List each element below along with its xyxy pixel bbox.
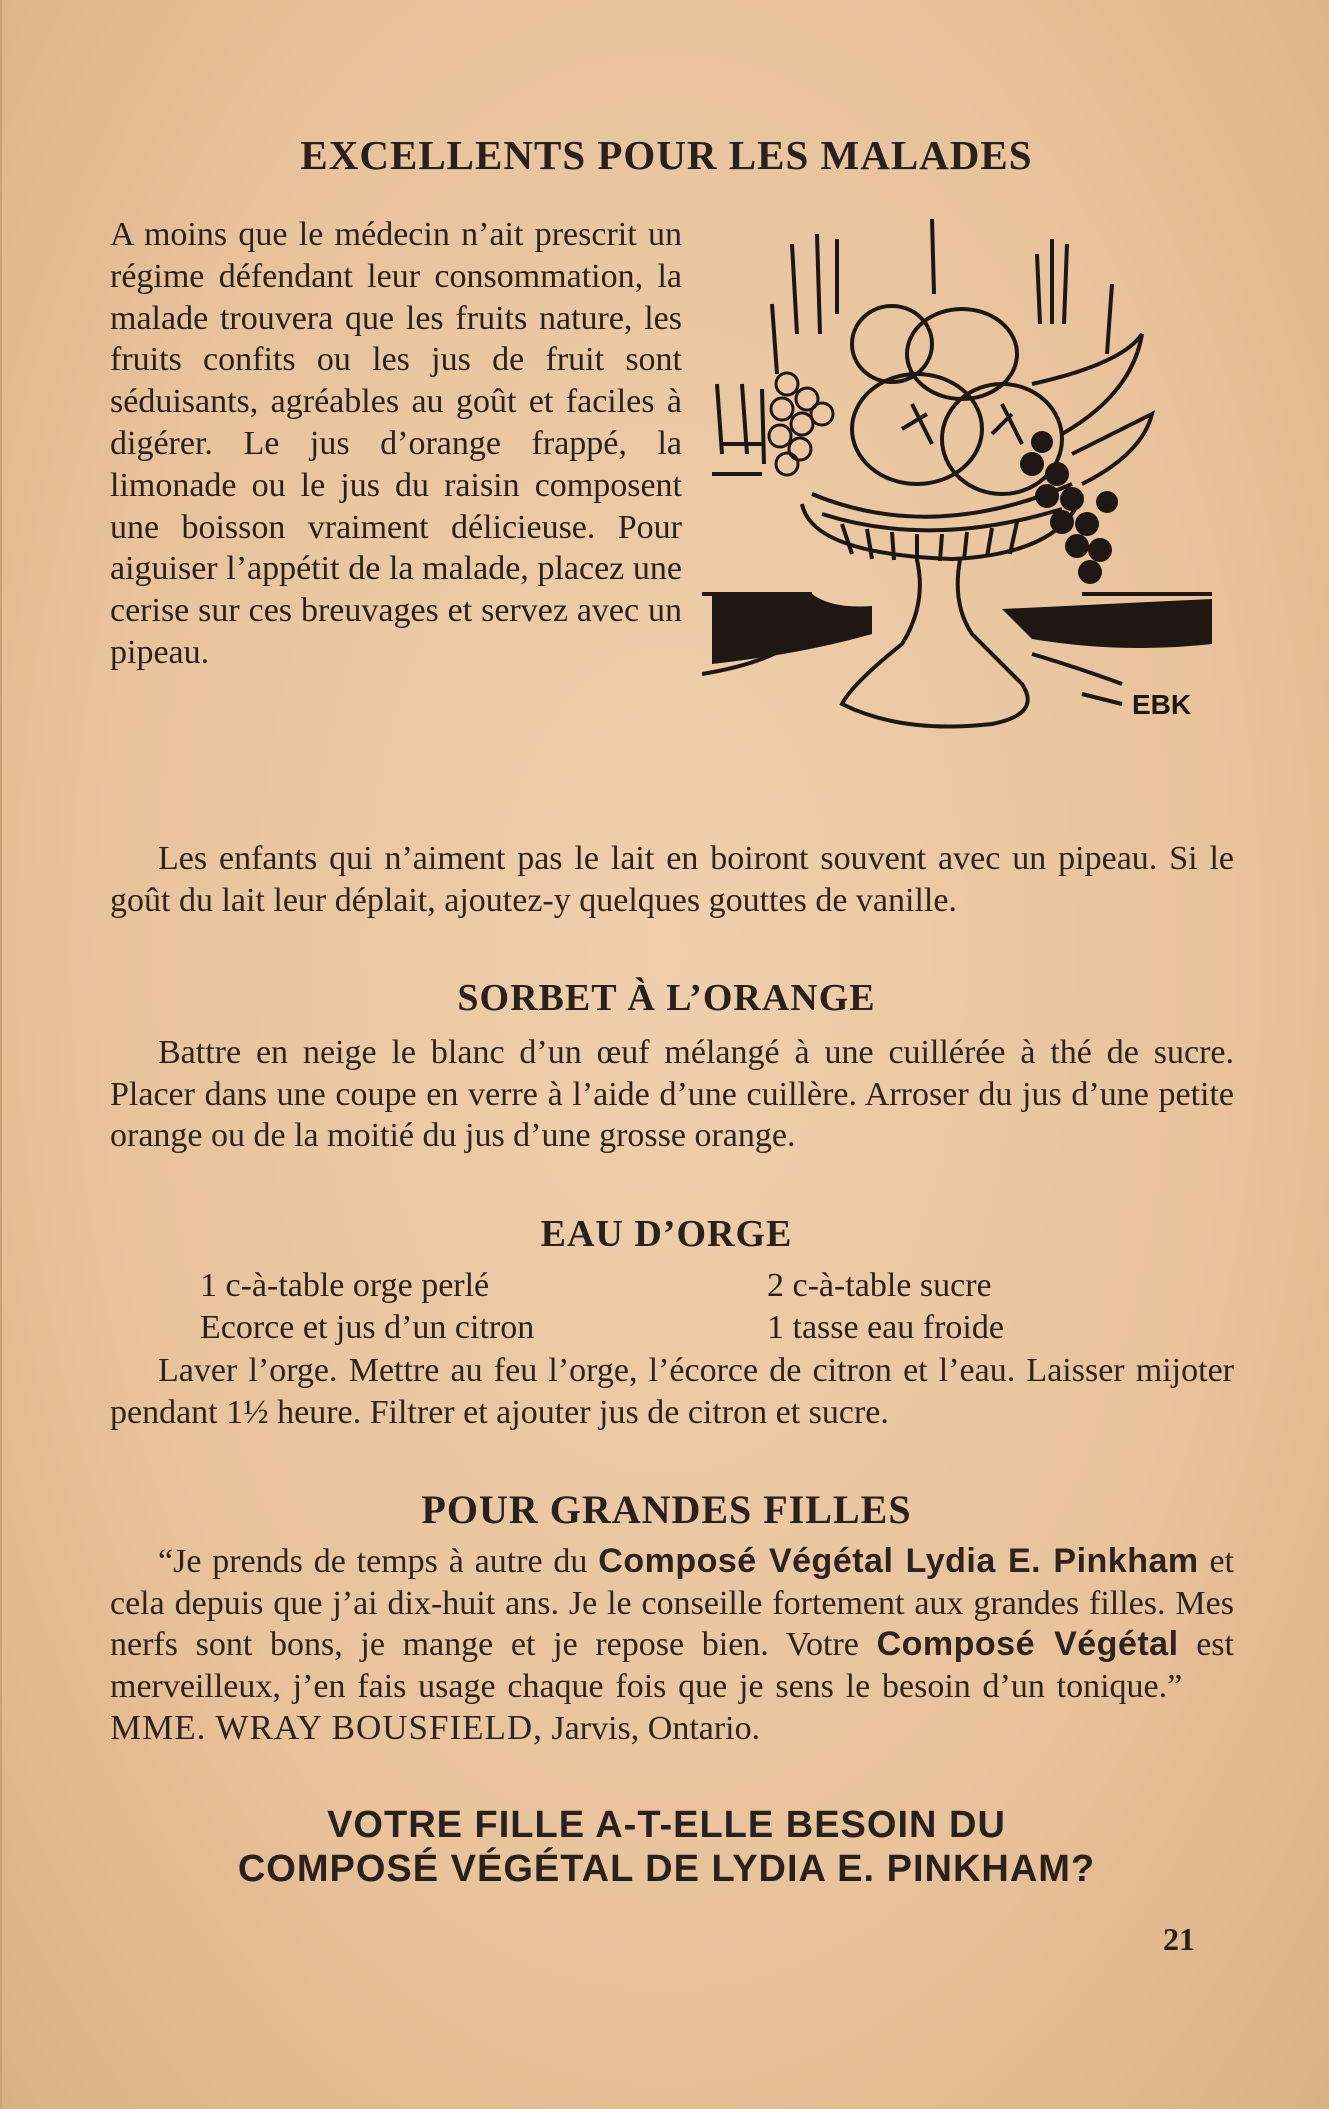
sorbet-text: Battre en neige le blanc d’un œuf mélangé à une cuillérée à thé de sucre. Placer dans une coupe en verre à l’aide d’une cuillère. Arroser du jus d’une petite orange ou de la moitié du jus d’une grosse orange. xyxy=(110,1034,1234,1154)
product-name-1: Composé Végétal Lydia E. Pinkham xyxy=(598,1542,1199,1580)
ingredient-right-2: 1 tasse eau froide xyxy=(767,1309,1004,1346)
closing-line-2: COMPOSÉ VÉGÉTAL DE LYDIA E. PINKHAM? xyxy=(237,1848,1096,1890)
testimonial-text-1: “Je prends de temps à autre du xyxy=(158,1543,599,1580)
sorbet-paragraph xyxy=(110,1032,1234,1157)
fruit-bowl-illustration xyxy=(702,214,1234,747)
heading-excellents: EXCELLENTS POUR LES MALADES xyxy=(300,132,1033,178)
testimonial-author: MME. WRAY BOUSFIELD, xyxy=(110,1708,543,1747)
testimonial-text-3: est merveilleux, j’en fais usage chaque fois que je sens le besoin d’un tonique.” xyxy=(110,1626,1234,1705)
heading-eau-dorge: EAU D’ORGE xyxy=(540,1213,793,1255)
orge-text: Laver l’orge. Mettre au feu l’orge, l’écorce de citron et l’eau. Laisser mijoter pendant 1½ heure. Filtrer et ajouter jus de citron et sucre. xyxy=(110,1352,1234,1431)
illustration-signature: EBK xyxy=(1132,689,1192,720)
children-text: Les enfants qui n’aiment pas le lait en boiront souvent avec un pipeau. Si le goût du lait leur déplait, ajoutez-y quelques gouttes de vanille. xyxy=(110,840,1234,919)
closing-line-1: VOTRE FILLE A-T-ELLE BESOIN DU xyxy=(327,1804,1006,1846)
intro-paragraph xyxy=(110,214,1234,747)
orge-paragraph xyxy=(110,1350,1234,1433)
testimonial-paragraph xyxy=(110,1541,1234,1750)
heading-grandes-filles: POUR GRANDES FILLES xyxy=(421,1487,912,1532)
children-paragraph xyxy=(110,838,1234,921)
ingredient-right-1: 2 c-à-table sucre xyxy=(767,1267,992,1304)
product-name-2: Composé Végétal xyxy=(876,1625,1179,1663)
testimonial-text-2: et cela depuis que j’ai dix-huit ans. Je le conseille fortement aux grandes filles. Mes nerfs sont bons, je mange et je repose bien. Votre xyxy=(110,1543,1234,1663)
ingredient-left-1: 1 c-à-table orge perlé xyxy=(200,1267,490,1304)
intro-text: A moins que le médecin n’ait prescrit un régime défendant leur consommation, la malade trouvera que les fruits nature, les fruits confits ou les jus de fruit sont séduisants, agréables au goût et faciles à digérer. Le jus d’orange frappé, la limonade ou le jus du raisin composent une boisson vraiment délicieuse. Pour aiguiser l’appétit de la malade, placez une cerise sur ces breuvages et servez avec un pipeau. xyxy=(110,216,682,671)
ingredient-left-2: Ecorce et jus d’un citron xyxy=(200,1309,535,1346)
testimonial-place: Jarvis, Ontario. xyxy=(551,1710,761,1747)
page-number: 21 xyxy=(1163,1921,1195,1957)
heading-sorbet: SORBET À L’ORANGE xyxy=(457,977,876,1019)
